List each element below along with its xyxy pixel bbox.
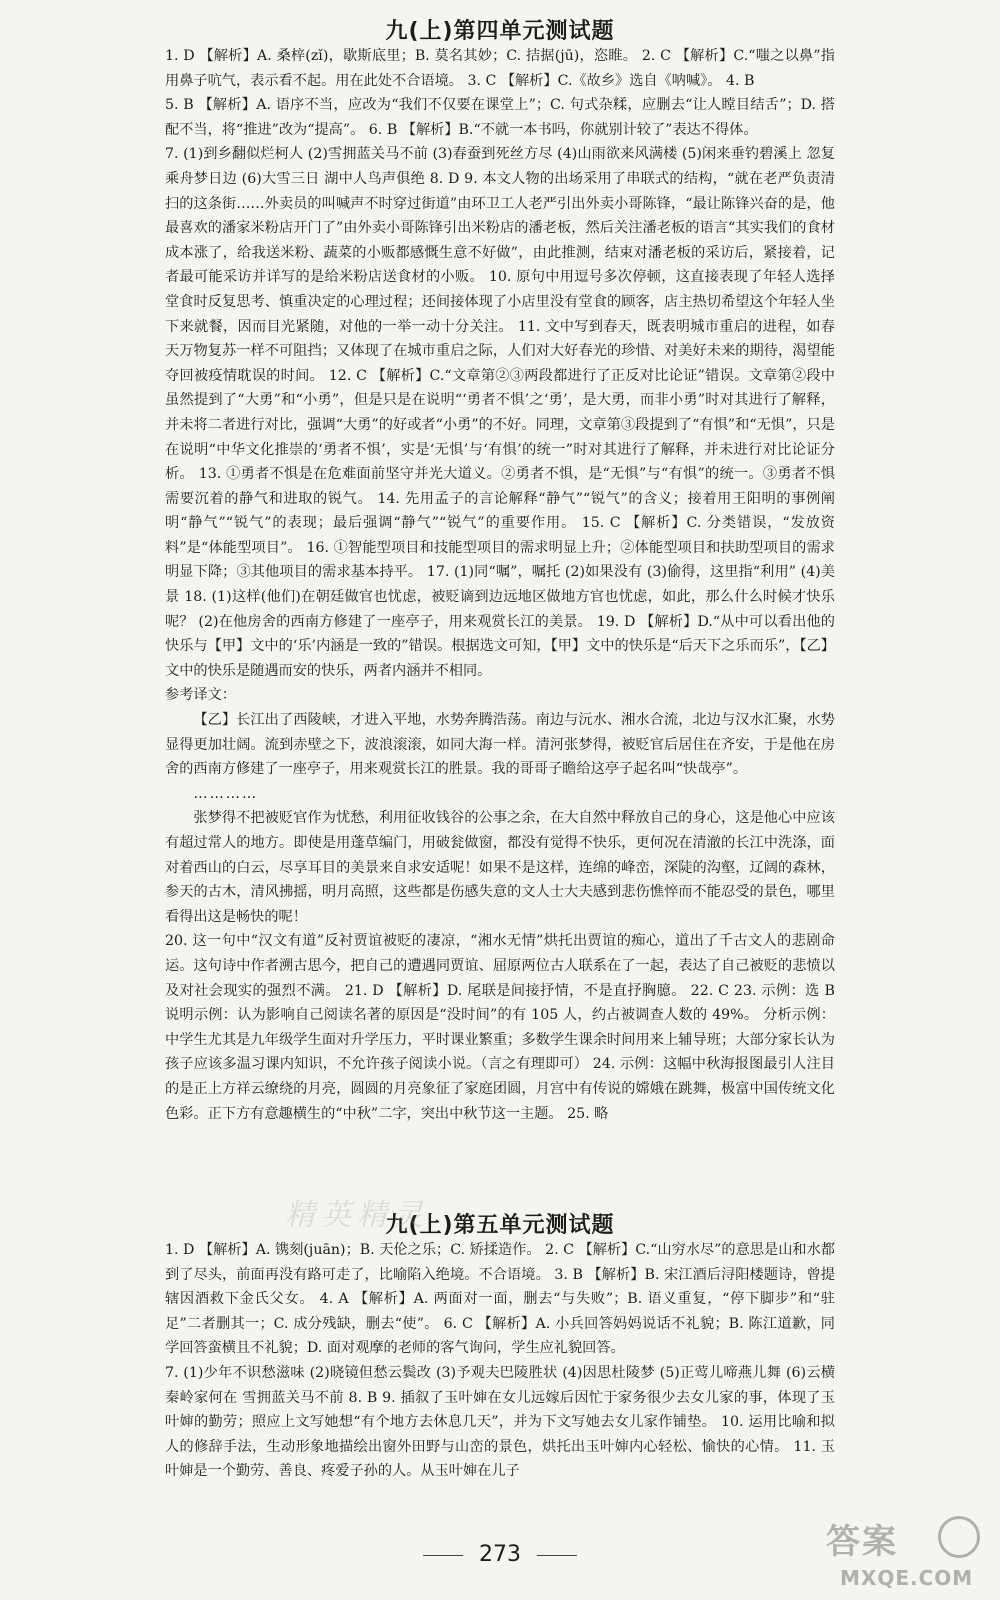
translation-para-1: 【乙】长江出了西陵峡，才进入平地，水势奔腾浩荡。南边与沅水、湘水合流，北边与汉水汇聚，水势显得更加壮阔。流到赤壁之下，波浪滚滚，如同大海一样。清河张梦得，被贬官后居住在齐安，于是他在房舍的西南方修建了一座亭子，用来观赏长江的胜景。我的哥哥子瞻给这亭子起名叫“快哉亭”。 (165, 712, 835, 778)
unit4-answers-para-2: 5. B 【解析】A. 语序不当，应改为“我们不仅要在课堂上”；C. 句式杂糅，应删去“让人瞠目结舌”；D. 搭配不当，将“推进”改为“提高”。 6. B 【解析】B.“不就一本书吗，你就别计较了”表达不得体。 (165, 97, 835, 138)
watermark-circle-icon (938, 1516, 980, 1558)
translation-para-2: 张梦得不把被贬官作为忧愁，利用征收钱谷的公事之余，在大自然中释放自己的身心，这是他心中应该有超过常人的地方。即使是用蓬草编门，用破瓮做窗，都没有觉得不快乐，更何况在清澈的长江中洗涤，面对着西山的白云，尽享耳目的美景来自求安适呢！如果不是这样，连绵的峰峦，深陡的沟壑，辽阔的森林，参天的古木，清风拂摇，明月高照，这些都是伤感失意的文人士大夫感到悲伤憔悴而不能忍受的景色，哪里看得出这是畅快的呢！ (165, 810, 835, 925)
translation-ellipsis: ………… (193, 785, 259, 802)
watermark-logo-text: 答案 (826, 1522, 898, 1562)
watermark-logo-url: MXQE.COM (840, 1566, 974, 1590)
translation-label: 参考译文： (165, 687, 236, 704)
unit5-title: 九(上)第五单元测试题 (385, 1213, 615, 1238)
unit5-answers-para-2: 7. (1)少年不识愁滋味 (2)晓镜但愁云鬓改 (3)予观夫巴陵胜状 (4)因思杜陵梦 (5)正莺儿啼燕儿舞 (6)云横秦岭家何在 雪拥蓝关马不前 8. B 9. 插叙了玉叶婶在女儿远嫁后因忙于家务很少去女儿家的事，体现了玉叶婶的勤劳；照应上文写她想“有个地方去休息几天”，并为下文写她去女儿家作铺垫。 10. 运用比喻和拟人的修辞手法，生动形象地描绘出窗外田野与山峦的景色，烘托出玉叶婶内心轻松、愉快的心情。 11. 玉叶婶是一个勤劳、善良、疼爱子孙的人。从玉叶婶在儿子 (165, 1364, 835, 1480)
unit4-answers-tail: 20. 这一句中“汉文有道”反衬贾谊被贬的凄凉，“湘水无情”烘托出贾谊的痴心，道出了千古文人的悲剧命运。这句诗中作者溯古思今，把自己的遭遇同贾谊、屈原两位古人联系在了一起，表达了自己被贬的悲愤以及对社会现实的强烈不满。 21. D 【解析】D. 尾联是间接抒情，不是直抒胸臆。 22. C 23. 示例：选 B 说明示例：认为影响自己阅读名著的原因是“没时间”的有 105 人，约占被调查人数的 49%。 分析示例：中学生尤其是九年级学生面对升学压力，平时课业繁重；多数学生课余时间用来上辅导班；大部分家长认为孩子应该多温习课内知识，不允许孩子阅读小说。（言之有理即可） 24. 示例：这幅中秋海报图最引人注目的是正上方祥云缭绕的月亮，圆圆的月亮象征了家庭团圆，月宫中有传说的嫦娥在跳舞，极富中国传统文化色彩。正下方有意趣横生的“中秋”二字，突出中秋节这一主题。 25. 略 (165, 933, 835, 1122)
unit4-answers-para-1: 1. D 【解析】A. 桑梓(zǐ)，歇斯底里；B. 莫名其妙；C. 拮据(jū)，恣睢。 2. C 【解析】C.“嗤之以鼻”指用鼻子吭气，表示看不起。用在此处不合语境。 3. C 【解析】C.《故乡》选自《呐喊》。 4. B (165, 48, 835, 89)
unit4-answers (165, 44, 835, 1126)
watermark-logo (822, 1514, 982, 1592)
unit5-answers (165, 1238, 835, 1484)
unit5-answers-para-1: 1. D 【解析】A. 镌刻(juān)；B. 天伦之乐；C. 矫揉造作。 2. C 【解析】C.“山穷水尽”的意思是山和水都到了尽头，前面再没有路可走了，比喻陷入绝境。不合语境。 3. B 【解析】B. 宋江酒后浔阳楼题诗，曾提辖因酒救下金氏父女。 4. A 【解析】A. 两面对一面，删去“与失败”；B. 语义重复，“停下脚步”和“驻足”二者删其一；C. 成分残缺，删去“使”。 6. C 【解析】A. 小兵回答妈妈说话不礼貌；B. 陈江道歉，同学回答蛮横且不礼貌；D. 面对观摩的老师的客气询问，学生应礼貌回答。 (165, 1242, 835, 1357)
page-number: 273 (0, 1542, 1000, 1567)
unit4-title: 九(上)第四单元测试题 (385, 19, 615, 44)
faint-watermark: 精英精灵 (285, 1198, 429, 1233)
unit4-answers-para-3: 7. (1)到乡翻似烂柯人 (2)雪拥蓝关马不前 (3)春蚕到死丝方尽 (4)山雨欲来风满楼 (5)闲来垂钓碧溪上 忽复乘舟梦日边 (6)大雪三日 湖中人鸟声俱绝 8. D 9. 本文人物的出场采用了串联式的结构，“就在老严负责清扫的这条街……外卖员的叫喊声不时穿过街道”由环卫工人老严引出外卖小哥陈锋，“最让陈锋兴奋的是，他最喜欢的潘家米粉店开门了”由外卖小哥陈锋引出米粉店的潘老板，然后关注潘老板的语言“其实我们的食材成本涨了，给我送米粉、蔬菜的小贩都感慨生意不好做”，由此推测，结束对潘老板的采访后，紧接着，记者最可能采访并详写的是给米粉店送食材的小贩。 10. 原句中用逗号多次停顿，这直接表现了年轻人选择堂食时反复思考、慎重决定的心理过程；还间接体现了小店里没有堂食的顾客，店主热切希望这个年轻人坐下来就餐，因而目光紧随，对他的一举一动十分关注。 11. 文中写到春天，既表明城市重启的进程，如春天万物复苏一样不可阻挡；又体现了在城市重启之际，人们对大好春光的珍惜、对美好未来的期待，渴望能夺回被疫情耽误的时间。 12. C 【解析】C.“文章第②③两段都进行了正反对比论证”错误。文章第②段中虽然提到了“大勇”和“小勇”，但是只是在说明“‘勇者不惧’之‘勇’，是大勇，而非小勇”时对其进行了解释，并未将二者进行对比，强调“大勇”的好或者“小勇”的不好。同理，文章第③段提到了“有惧”和“无惧”，只是在说明“中华文化推崇的‘勇者不惧’，实是‘无惧’与‘有惧’的统一”时对其进行了解释，并未进行对比论证分析。 13. ①勇者不惧是在危难面前坚守并光大道义。②勇者不惧，是“无惧”与“有惧”的统一。③勇者不惧需要沉着的静气和进取的锐气。 14. 先用孟子的言论解释“静气”“锐气”的含义；接着用王阳明的事例阐明“静气”“锐气”的表现；最后强调“静气”“锐气”的重要作用。 15. C 【解析】C. 分类错误，“发放资料”是“体能型项目”。 16. ①智能型项目和技能型项目的需求明显上升；②体能型项目和扶助型项目的需求明显下降；③其他项目的需求基本持平。 17. (1)同“嘱”，嘱托 (2)如果没有 (3)偷得，这里指“利用” (4)美景 18. (1)这样(他们)在朝廷做官也忧虑，被贬谪到边远地区做地方官也忧虑，如此，那么什么时候才快乐呢？ (2)在他房舍的西南方修建了一座亭子，用来观赏长江的美景。 19. D 【解析】D.“从中可以看出他的快乐与【甲】文中的‘乐’内涵是一致的”错误。根据选文可知，【甲】文中的快乐是“后天下之乐而乐”，【乙】文中的快乐是随遇而安的快乐，两者内涵并不相同。 (165, 146, 835, 679)
